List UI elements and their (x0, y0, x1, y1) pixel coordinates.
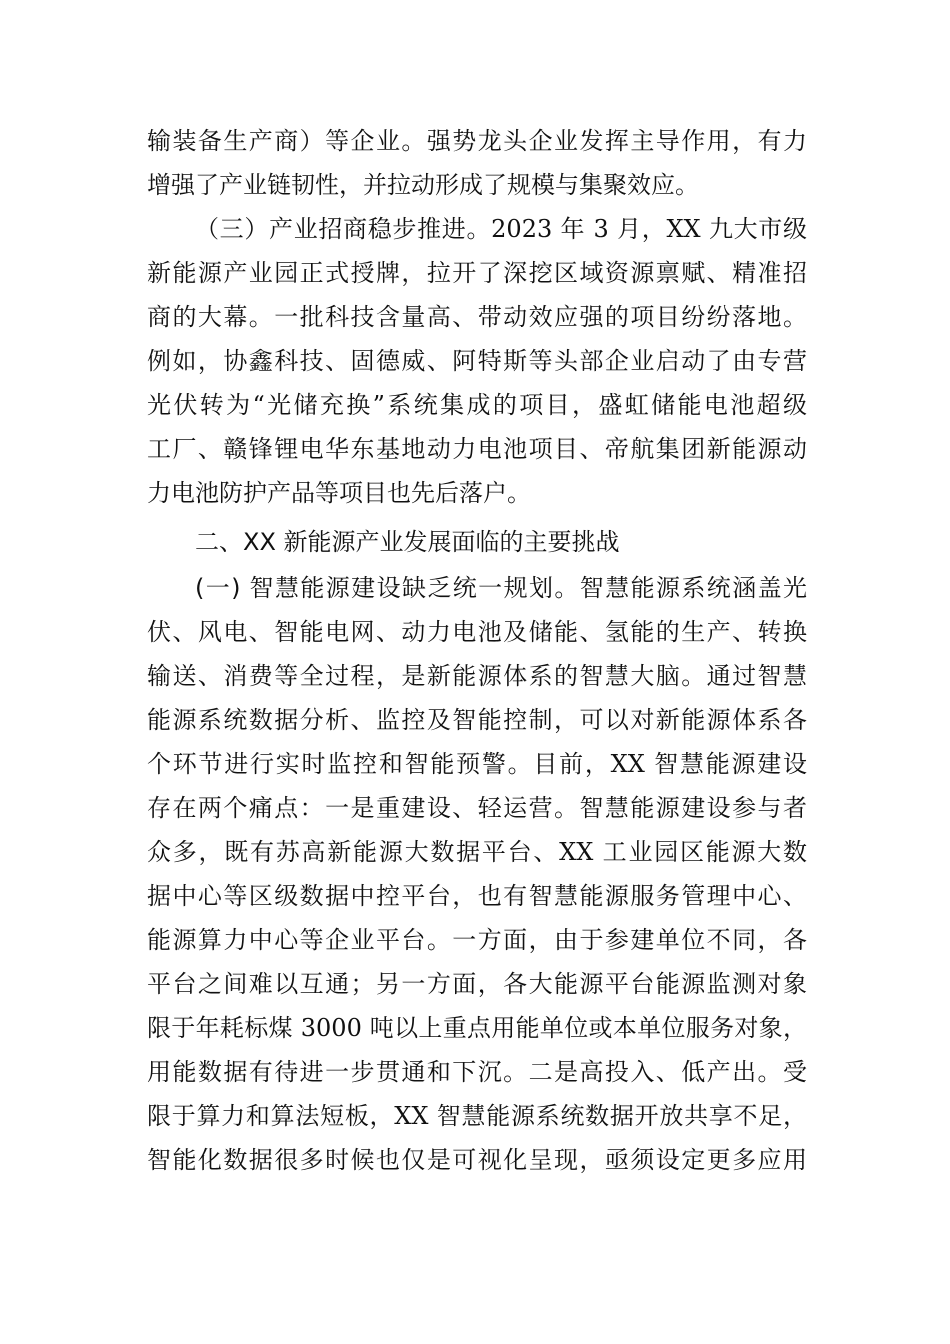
body-text-line: 商的大幕。一批科技含量高、带动效应强的项目纷纷落地。 (147, 303, 807, 331)
body-text-line: 新能源产业园正式授牌，拉开了深挖区域资源禀赋、精准招 (147, 259, 807, 287)
paragraph-first-line (195, 207, 807, 251)
body-text-span: 智慧能源系统涵盖光 (579, 574, 808, 602)
body-text-line: 用能数据有待进一步贯通和下沉。二是高投入、低产出。受 (147, 1058, 807, 1086)
paragraph-first-line (195, 566, 807, 610)
subheading-1: (一) 智慧能源建设缺乏统一规划。 (195, 574, 580, 602)
body-text-line: 输装备生产商）等企业。强势龙头企业发挥主导作用，有力 (147, 127, 807, 155)
body-text-line: 力电池防护产品等项目也先后落户。 (147, 479, 531, 507)
body-text-line: 伏、风电、智能电网、动力电池及储能、氢能的生产、转换 (147, 618, 807, 646)
body-text-line: 增强了产业链韧性，并拉动形成了规模与集聚效应。 (147, 171, 699, 199)
body-text-line: 据中心等区级数据中控平台，也有智慧能源服务管理中心、 (147, 882, 807, 910)
body-text-line: 个环节进行实时监控和智能预警。目前，XX 智慧能源建设 (147, 750, 807, 778)
subheading-3: （三）产业招商稳步推进。 (195, 215, 492, 243)
section-heading: 二、XX 新能源产业发展面临的主要挑战 (195, 528, 620, 556)
body-text-line: 例如，协鑫科技、固德威、阿特斯等头部企业启动了由专营 (147, 347, 807, 375)
body-text-line: 众多，既有苏高新能源大数据平台、XX 工业园区能源大数 (147, 838, 807, 866)
body-text-line: 存在两个痛点：一是重建设、轻运营。智慧能源建设参与者 (147, 794, 807, 822)
body-text-line: 能源系统数据分析、监控及智能控制，可以对新能源体系各 (147, 706, 807, 734)
body-text-span: 2023 年 3 月，XX 九大市级 (491, 215, 807, 243)
body-text-line: 输送、消费等全过程，是新能源体系的智慧大脑。通过智慧 (147, 662, 807, 690)
body-text-line: 工厂、赣锋锂电华东基地动力电池项目、帝航集团新能源动 (147, 435, 807, 463)
body-text-line: 平台之间难以互通；另一方面，各大能源平台能源监测对象 (147, 970, 807, 998)
body-text-line: 智能化数据很多时候也仅是可视化呈现，亟须设定更多应用 (147, 1146, 807, 1174)
body-text-line: 光伏转为“光储充换”系统集成的项目，盛虹储能电池超级 (147, 391, 807, 419)
body-text-line: 限于年耗标煤 3000 吨以上重点用能单位或本单位服务对象， (147, 1014, 807, 1042)
body-text-line: 能源算力中心等企业平台。一方面，由于参建单位不同，各 (147, 926, 807, 954)
body-text-line: 限于算力和算法短板，XX 智慧能源系统数据开放共享不足， (147, 1102, 807, 1130)
